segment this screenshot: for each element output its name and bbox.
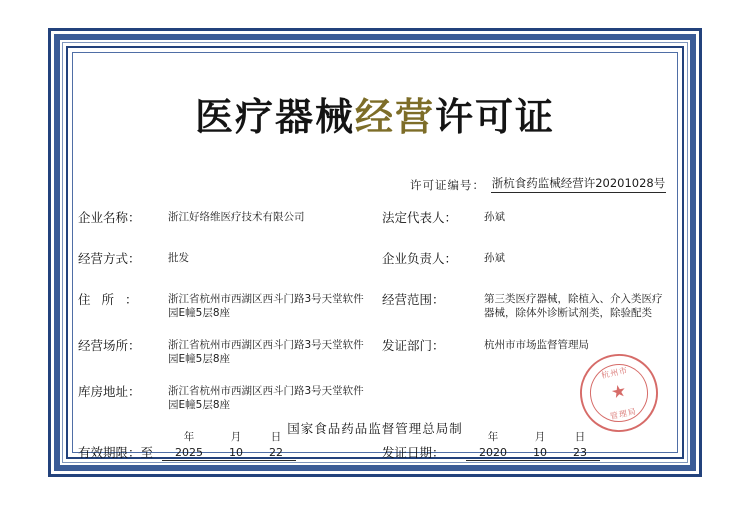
issuing-authority-value: 杭州市市场监督管理局 [484,339,589,351]
certificate-content [78,58,672,460]
issue-date-year-label: 年 [487,431,499,443]
field-business-site [78,335,368,366]
field-business-scope [382,289,672,320]
business-mode-value: 批发 [168,252,189,264]
footer-issuer: 国家食品药品监督管理总局制 [287,421,463,436]
field-warehouse-address [78,381,368,412]
validity-label: 有效期限：至 [78,445,154,460]
legal-representative-value: 孙斌 [484,211,505,223]
title-segment-1: 医疗器械 [194,95,355,139]
field-business-mode [78,248,368,274]
validity-day-value: 22 [256,446,296,461]
seal-star-icon: ★ [609,380,629,404]
validity-year-label: 年 [183,431,195,443]
field-address [78,289,368,320]
warehouse-address-value: 浙江省杭州市西湖区西斗门路3号天堂软件园E幢5层8座 [168,385,364,411]
issue-date-label: 发证日期： [382,445,445,460]
validity-month-label: 月 [230,431,242,443]
field-enterprise-name [78,207,368,233]
seal-top-text: 杭州市 [600,365,629,381]
address-value: 浙江省杭州市西湖区西斗门路3号天堂软件园E幢5层8座 [168,293,364,319]
enterprise-manager-label: 企业负责人： [382,251,458,266]
license-number-label: 许可证编号： [410,178,485,192]
issue-date-month-label: 月 [534,431,546,443]
field-enterprise-manager [382,248,672,274]
fields-column-left [78,207,368,427]
seal-bottom-text: 管理局 [609,406,638,422]
page-title [78,86,672,141]
issue-date-month-value: 10 [520,446,560,461]
issue-date-day-value: 23 [560,446,600,461]
issue-date-day-label: 日 [574,431,586,443]
license-number-value: 浙杭食药监械经营许20201028号 [491,175,666,193]
license-number-row [78,175,672,193]
business-mode-label: 经营方式： [78,251,141,266]
validity-month-value: 10 [216,446,256,461]
legal-representative-label: 法定代表人： [382,210,458,225]
business-scope-value: 第三类医疗器械，除植入、介入类医疗器械，除体外诊断试剂类，除验配类 [484,293,663,319]
business-scope-label: 经营范围： [382,292,445,307]
issue-date-year-value: 2020 [466,446,520,461]
business-site-value: 浙江省杭州市西湖区西斗门路3号天堂软件园E幢5层8座 [168,339,364,365]
enterprise-name-value: 浙江好络维医疗技术有限公司 [168,211,305,223]
title-segment-3: 许可证 [435,95,556,139]
validity-day-label: 日 [270,431,282,443]
address-label: 住所： [78,292,149,307]
validity-ymd-values [162,444,368,461]
enterprise-manager-value: 孙斌 [484,252,505,264]
field-legal-representative [382,207,672,233]
issuing-authority-label: 发证部门： [382,338,445,353]
business-site-label: 经营场所： [78,338,141,353]
validity-year-value: 2025 [162,446,216,461]
title-segment-2: 经营 [354,95,435,139]
warehouse-address-label: 库房地址： [78,384,141,399]
issue-date-ymd-values [466,444,672,461]
enterprise-name-label: 企业名称： [78,210,141,225]
